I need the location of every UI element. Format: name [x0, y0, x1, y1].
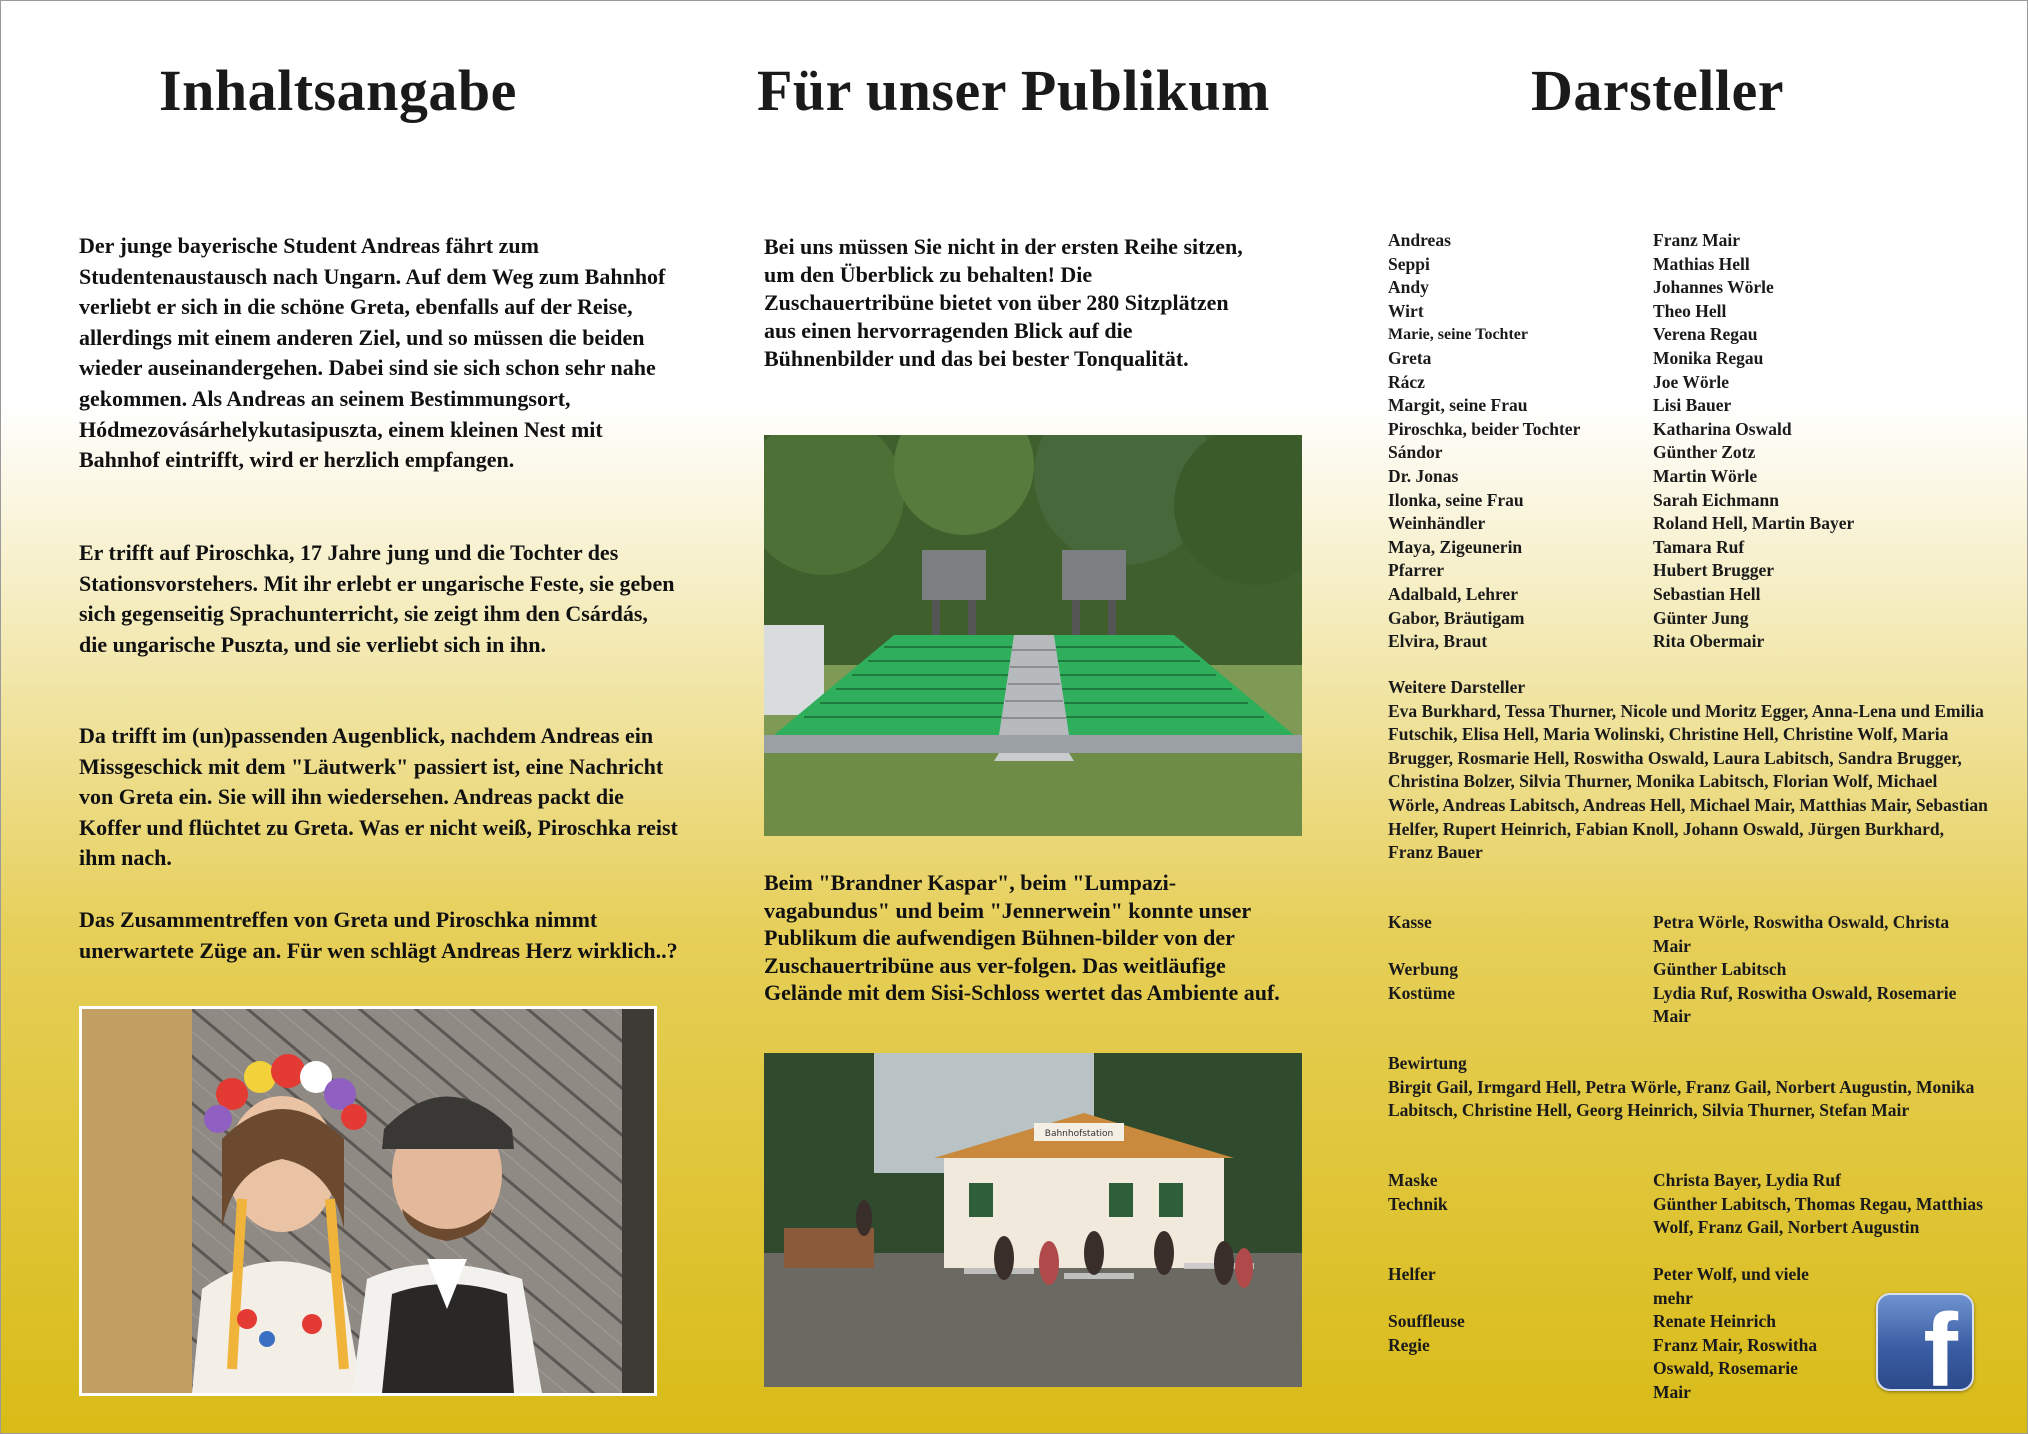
cast-row — [1388, 418, 1988, 442]
cast-role: Greta — [1388, 347, 1432, 368]
crew-role: Souffleuse — [1388, 1311, 1465, 1332]
further-cast-text: Eva Burkhard, Tessa Thurner, Nicole und Moritz Egger, Anna-Lena und Emilia Futschik, Elisa Hell, Maria Wolinski, Christine Hell, Christine Wolf, Maria Brugger, Rosmarie Hell, Roswitha Oswald, Laura Labitsch, Sandra Brugger, Christina Bolzer, Silvia Thurner, Monika Labitsch, Florian Wolf, Michael Wörle, Andreas Labitsch, Andreas Hell, Michael Mair, Matthias Mair, Sebastian Helfer, Rupert Heinrich, Fabian Knoll, Johann Oswald, Jürgen Burkhard, Franz Bauer — [1388, 700, 1988, 863]
further-cast-section — [1388, 676, 1988, 865]
further-cast-label: Weitere Darsteller — [1388, 677, 1526, 697]
catering-text: Birgit Gail, Irmgard Hell, Petra Wörle, Franz Gail, Norbert Augustin, Monika Labitsch, Christine Hell, Georg Heinrich, Silvia Thurner, Stefan Mair — [1388, 1076, 1975, 1121]
catering-label: Bewirtung — [1388, 1053, 1467, 1073]
cast-title: Darsteller — [1531, 58, 1784, 123]
cast-role: Piroschka, beider Tochter — [1388, 418, 1581, 439]
tribune-photo — [764, 435, 1302, 836]
cast-role: Pfarrer — [1388, 560, 1445, 581]
cast-row — [1388, 300, 1988, 324]
crew-row — [1388, 1263, 1818, 1310]
crew-member: Lydia Ruf, Roswitha Oswald, Rosemarie Mair — [1653, 982, 1957, 1027]
cast-actor: Hubert Brugger — [1653, 560, 1775, 581]
cast-row — [1388, 583, 1988, 607]
crew-member: Franz Mair, Roswitha Oswald, Rosemarie Mair — [1653, 1334, 1818, 1402]
crew-member: Petra Wörle, Roswitha Oswald, Christa Mair — [1653, 912, 1950, 956]
cast-row — [1388, 441, 1988, 465]
catering-section — [1388, 1052, 1988, 1123]
cast-row — [1388, 323, 1988, 347]
cast-actor: Theo Hell — [1653, 300, 1727, 321]
crew-member: Renate Heinrich — [1653, 1311, 1776, 1332]
cast-role: Rácz — [1388, 371, 1425, 392]
crew-row — [1388, 1193, 1988, 1240]
crew-member: Günther Labitsch, Thomas Regau, Matthias Wolf, Franz Gail, Norbert Augustin — [1653, 1193, 1983, 1238]
facebook-glyph: f — [1923, 1293, 1958, 1391]
cast-actor: Franz Mair — [1653, 230, 1740, 250]
cast-row — [1388, 253, 1988, 277]
audience-title: Für unser Publikum — [757, 58, 1270, 123]
cast-actor: Martin Wörle — [1653, 465, 1758, 486]
cast-role: Sándor — [1388, 442, 1443, 463]
cast-actor: Rita Obermair — [1653, 631, 1765, 652]
summary-title: Inhaltsangabe — [159, 58, 517, 123]
cast-row — [1388, 465, 1988, 489]
cast-row — [1388, 559, 1988, 583]
cast-list — [1388, 229, 1988, 654]
crew-row — [1388, 958, 1988, 982]
summary-paragraph-2: Er trifft auf Piroschka, 17 Jahre jung und die Tochter des Stationsvorstehers. Mit ihr erlebt er ungarische Feste, sie geben sich gegenseitig Sprachunterricht, sie zeigt ihm den Csárdás, die ungarische Puszta, und sie verliebt sich in ihn. — [79, 540, 675, 657]
crew-role: Helfer — [1388, 1264, 1436, 1284]
crew-row — [1388, 911, 1988, 958]
cast-actor: Tamara Ruf — [1653, 536, 1745, 557]
cast-actor: Sarah Eichmann — [1653, 489, 1779, 510]
cast-actor: Roland Hell, Martin Bayer — [1653, 513, 1855, 534]
cast-row — [1388, 512, 1988, 536]
crew-role: Regie — [1388, 1334, 1430, 1355]
couple-photo-art — [82, 1009, 654, 1393]
tribune-photo-art — [764, 435, 1302, 836]
crew-role: Kasse — [1388, 912, 1432, 932]
summary-paragraph-1: Der junge bayerische Student Andreas fährt zum Studentenaustausch nach Ungarn. Auf dem Weg zum Bahnhof verliebt er sich in die schöne Greta, ebenfalls auf der Reise, allerdings mit einem anderen Ziel, und so müssen die beiden wieder auseinandergehen. Dabei sind sie sich schon sehr nahe gekommen. Als Andreas an seinem Bestimmungsort, Hódmezovásárhelykutasipuszta, einem kleinen Nest mit Bahnhof eintrifft, wird er herzlich empfangen. — [79, 233, 666, 473]
cast-actor: Johannes Wörle — [1653, 277, 1774, 298]
cast-role: Dr. Jonas — [1388, 465, 1459, 486]
cast-actor: Joe Wörle — [1653, 371, 1729, 392]
cast-role: Margit, seine Frau — [1388, 395, 1528, 416]
facebook-icon[interactable] — [1876, 1293, 1974, 1391]
cast-row — [1388, 371, 1988, 395]
crew-row — [1388, 982, 1988, 1029]
crew-member: Peter Wolf, und viele mehr — [1653, 1264, 1809, 1308]
cast-role: Adalbald, Lehrer — [1388, 583, 1518, 604]
cast-role: Wirt — [1388, 300, 1424, 321]
cast-role: Andreas — [1388, 230, 1451, 250]
stage-photo — [764, 1053, 1302, 1387]
summary-paragraph-4: Das Zusammentreffen von Greta und Piroschka nimmt unerwartete Züge an. Für wen schlägt Andreas Herz wirklich..? — [79, 907, 678, 963]
cast-actor: Günter Jung — [1653, 607, 1749, 628]
crew-row — [1388, 1169, 1988, 1193]
cast-actor: Günther Zotz — [1653, 442, 1756, 463]
audience-paragraph-1: Bei uns müssen Sie nicht in der ersten Reihe sitzen, um den Überblick zu behalten! Die Zuschauertribüne bietet von über 280 Sitzplätzen aus einen hervorragenden Blick auf die Bühnenbilder und das bei bester Tonqualität. — [764, 234, 1243, 371]
summary-paragraph-3: Da trifft im (un)passenden Augenblick, nachdem Andreas ein Missgeschick mit dem "Läutwerk" passiert ist, eine Nachricht von Greta ein. Sie will ihn wiedersehen. Andreas packt die Koffer und flüchtet zu Greta. Was er nicht weiß, Piroschka reist ihm nach. — [79, 723, 678, 871]
cast-actor: Mathias Hell — [1653, 253, 1750, 274]
crew-list-3 — [1388, 1263, 1818, 1405]
cast-row — [1388, 347, 1988, 371]
cast-actor: Katharina Oswald — [1653, 418, 1792, 439]
cast-role: Seppi — [1388, 253, 1430, 274]
stage-sign-text: Bahnhofstation — [1044, 1129, 1114, 1139]
cast-role: Andy — [1388, 277, 1429, 298]
crew-role: Maske — [1388, 1170, 1438, 1190]
cast-role: Maya, Zigeunerin — [1388, 536, 1523, 557]
cast-role: Elvira, Braut — [1388, 631, 1488, 652]
cast-row — [1388, 229, 1988, 253]
cast-actor: Verena Regau — [1653, 324, 1758, 345]
couple-photo — [79, 1006, 657, 1396]
cast-role: Marie, seine Tochter — [1388, 326, 1528, 344]
crew-row — [1388, 1334, 1818, 1405]
audience-paragraph-2: Beim "Brandner Kaspar", beim "Lumpazi-vagabundus" und beim "Jennerwein" konnte unser Publikum die aufwendigen Bühnen-bilder von der Zuschauertribüne aus ver-folgen. Das weitläufige Gelände mit dem Sisi-Schloss wertet das Ambiente auf. — [764, 870, 1280, 1005]
cast-role: Ilonka, seine Frau — [1388, 489, 1524, 510]
cast-role: Weinhändler — [1388, 513, 1486, 534]
crew-member: Christa Bayer, Lydia Ruf — [1653, 1170, 1841, 1190]
cast-row — [1388, 276, 1988, 300]
cast-row — [1388, 630, 1988, 654]
crew-role: Werbung — [1388, 959, 1459, 980]
cast-actor: Monika Regau — [1653, 347, 1764, 368]
crew-role: Technik — [1388, 1193, 1448, 1214]
crew-list-2 — [1388, 1169, 1988, 1240]
cast-row — [1388, 489, 1988, 513]
cast-actor: Sebastian Hell — [1653, 583, 1761, 604]
crew-row — [1388, 1310, 1818, 1334]
crew-role: Kostüme — [1388, 982, 1456, 1003]
cast-actor: Lisi Bauer — [1653, 395, 1732, 416]
crew-member: Günther Labitsch — [1653, 959, 1787, 980]
cast-row — [1388, 607, 1988, 631]
cast-row — [1388, 536, 1988, 560]
cast-role: Gabor, Bräutigam — [1388, 607, 1525, 628]
crew-list-1 — [1388, 911, 1988, 1029]
stage-photo-art — [764, 1053, 1302, 1387]
cast-row — [1388, 394, 1988, 418]
